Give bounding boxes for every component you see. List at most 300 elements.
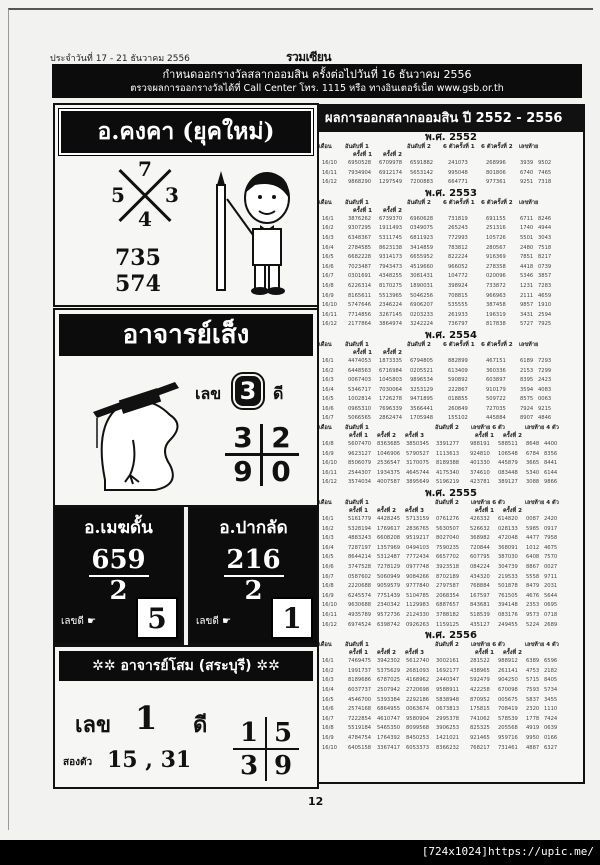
table-cell: 16/11 [322,311,337,318]
table-cell: 16/11 [322,469,337,476]
table-cell: 509722 [486,396,506,403]
table-cell: 2124330 [406,611,430,618]
table-cell: 16/9 [322,450,334,457]
column-subheader: ครั้งที่ 3 [405,508,425,515]
table-cell: 020096 [486,273,506,280]
table-cell: 6912174 [379,169,403,176]
table-cell: 3367417 [377,744,401,751]
table-cell: 3857 [538,273,552,280]
year-heading: พ.ศ. 2553 [425,187,477,199]
grid-cell: 3 [233,421,253,454]
table-cell: 6711 [520,215,534,222]
column-header: เลขท้าย 6 ตัว [471,500,505,507]
table-cell: 0166 [544,734,558,741]
table-cell: 670098 [498,686,518,693]
table-cell: 5838948 [436,696,460,703]
table-cell: 691155 [486,215,506,222]
column-header: 6 ตัวครั้งที่ 2 [481,144,513,150]
table-cell: 7318 [538,179,552,186]
table-cell: 0087 [526,516,540,523]
table-cell: 995048 [448,169,468,176]
table-cell: 8363685 [377,441,401,448]
table-cell: 603897 [486,377,506,384]
paklad-box [188,506,319,645]
table-cell: 3747528 [348,564,372,570]
table-row [319,478,583,488]
memdan-box [53,506,184,645]
table-cell: 083176 [498,611,518,618]
table-row [319,440,583,450]
table-cell: 6608208 [377,535,401,542]
table-cell: 6887657 [436,602,460,609]
table-cell: 028133 [498,525,518,532]
table-row [319,301,583,311]
table-cell: 3566441 [410,405,434,412]
table-cell: 2507942 [377,686,401,693]
watermark: [724x1024]https://upic.me/ [421,845,594,858]
table-cell: 731461 [498,744,518,751]
table-cell: 4428245 [377,516,401,523]
sen-title: อาจารย์เส็ง [59,314,313,356]
memdan-top-number: 659 [91,545,146,575]
table-cell: 2068354 [436,592,460,599]
table-cell: 6716984 [379,367,403,374]
table-cell: 4676 [526,592,540,599]
table-cell: 8479 [526,583,540,590]
table-cell: 6740 [520,169,534,176]
table-cell: 16/7 [322,273,334,280]
table-cell: 8867 [526,564,540,570]
table-cell: 5328194 [348,525,372,532]
table-cell: 084224 [470,564,490,570]
column-subheader: ครั้งที่ 2 [383,152,403,158]
table-cell: 445884 [486,415,506,422]
column-headers [319,499,583,507]
table-cell: 9251 [520,179,534,186]
table-cell: 16/8 [322,282,334,289]
column-header: เลขท้าย 6 ตัว [471,425,505,432]
table-row [319,515,583,525]
table-cell: 2292186 [406,696,430,703]
sen-lucky-digit: 3 [235,376,261,406]
table-cell: 7696339 [379,405,403,412]
table-cell: 265243 [448,225,468,232]
memdan-lucky-digit: 5 [138,599,176,637]
table-cell: 435127 [470,621,490,628]
table-cell: 708815 [448,292,468,299]
table-cell: 0977748 [406,564,430,570]
table-cell: 5837 [526,696,540,703]
table-cell: 3923518 [436,564,460,570]
table-cell: 16/5 [322,554,334,561]
table-row [319,244,583,254]
column-subheader: ครั้งที่ 1 [349,508,369,515]
table-cell: 988912 [498,658,518,665]
column-header: อันดับที่ 2 [435,642,459,649]
table-cell: 2536547 [377,460,401,467]
table-cell: 16/7 [322,415,334,422]
table-cell: 2111 [520,292,534,299]
table-cell: 16/2 [322,667,334,674]
table-cell: 16/4 [322,244,334,251]
column-subheaders [319,649,583,657]
table-cell: 4400 [544,441,558,448]
table-cell: 8907 [520,415,534,422]
table-cell: 6682228 [348,254,372,261]
table-row [319,525,583,535]
table-cell: 261933 [448,311,468,318]
table-cell: 422258 [470,686,490,693]
table-cell: 924810 [470,450,490,457]
table-cell: 727035 [486,405,506,412]
table-cell: 16/6 [322,706,334,713]
table-cell: 977361 [486,179,506,186]
table-cell: 2797587 [436,583,460,590]
table-cell: 966052 [448,263,468,270]
table-cell: 5066565 [348,415,372,422]
column-subheader: ครั้งที่ 1 [353,349,373,356]
table-cell: 5375629 [377,667,401,674]
table-cell: 1705948 [410,415,434,422]
table-cell: 3574034 [348,479,372,486]
table-cell: 9215 [538,405,552,412]
table-cell: 1764392 [377,734,401,741]
table-cell: 16/9 [322,734,334,741]
table-cell: 1297549 [379,179,403,186]
table-cell: 1231 [520,282,534,289]
table-cell: 0718 [544,611,558,618]
table-cell: 2353 [526,602,540,609]
table-cell: 8217 [538,254,552,261]
table-cell: 6245574 [348,592,372,599]
table-cell: 9573 [526,611,540,618]
column-header: เลขท้าย 4 ตัว [525,425,559,432]
table-cell: 3088 [526,479,540,486]
table-cell: 7293 [538,357,552,364]
table-cell: 4944 [538,225,552,232]
table-cell: 5607470 [348,441,372,448]
table-cell: 761505 [498,592,518,599]
table-cell: 5734 [544,686,558,693]
table-row [319,386,583,396]
table-cell: 16/6 [322,405,334,412]
table-cell: 6405158 [348,744,372,751]
memdan-title: อ.เมฆดั้น [84,518,153,538]
table-cell: 2220688 [348,583,372,590]
pointing-hand-icon: ☛ [222,616,232,627]
table-cell: 2420 [544,516,558,523]
table-cell: 16/12 [322,479,337,486]
table-cell: 4610747 [377,715,401,722]
column-subheader: ครั้งที่ 1 [349,650,369,657]
column-subheaders [319,432,583,440]
table-cell: 260849 [448,405,468,412]
table-cell: 360336 [486,367,506,374]
table-cell: 368982 [470,535,490,542]
column-header: เดือน [319,144,332,150]
table-cell: 7469475 [348,658,372,665]
table-cell: 2574168 [348,706,372,713]
table-row [319,469,583,479]
table-cell: 5612740 [406,658,430,665]
column-subheader: ครั้งที่ 2 [383,207,403,214]
table-cell: 1421021 [436,734,460,741]
table-cell: 7934904 [348,169,372,176]
table-cell: 988191 [470,441,490,448]
table-cell: 3391277 [436,441,460,448]
table-cell: 578539 [498,715,518,722]
spacer [319,349,353,357]
table-cell: 9314173 [379,254,403,261]
table-cell: 5060949 [377,573,401,580]
table-cell: 783812 [448,244,468,251]
table-row [319,292,583,302]
column-subheader: ครั้งที่ 3 [405,433,425,440]
table-row [319,253,583,263]
table-cell: 2177864 [348,321,372,328]
table-cell: 6974524 [348,621,372,628]
column-subheader: ครั้งที่ 2 [503,650,523,657]
table-row [319,272,583,282]
table-cell: 882899 [448,357,468,364]
table-cell: 3594 [520,386,534,393]
table-cell: 2182 [544,667,558,674]
column-header: เดือน [319,642,332,649]
table-cell: 423781 [470,479,490,486]
table-cell: 6327 [544,744,558,751]
table-cell: 083448 [498,469,518,476]
table-cell: 2689 [544,621,558,628]
column-subheaders [319,207,583,215]
table-cell: 16/6 [322,263,334,270]
grid-cell: 9 [233,455,253,488]
table-cell: 6596 [544,658,558,665]
spacer [319,507,349,515]
table-cell: 8170275 [379,282,403,289]
column-header: อันดับที่ 2 [435,500,459,507]
table-row [319,534,583,544]
table-cell: 4887 [526,744,540,751]
table-cell: 9711 [544,573,558,580]
table-cell: 6144 [544,469,558,476]
column-subheaders [319,151,583,159]
table-cell: 16/10 [322,602,337,609]
table-cell: 16/12 [322,621,337,628]
grid-cell: 2 [271,421,291,454]
table-cell: 9580904 [406,715,430,722]
spacer [319,151,353,159]
table-row [319,667,583,677]
column-header: อันดับที่ 2 [407,199,431,206]
table-cell: 16/5 [322,254,334,261]
table-cell: 3939 [520,160,534,166]
column-subheader: ครั้งที่ 2 [503,433,523,440]
table-cell: 16/1 [322,516,334,523]
table-cell: 2681093 [406,667,430,674]
table-cell: 2836765 [406,525,430,532]
table-row [319,696,583,706]
table-cell: 1890031 [410,282,434,289]
table-cell: 801806 [486,169,506,176]
table-cell: 175815 [470,706,490,713]
table-row [319,573,583,583]
table-row [319,563,583,573]
column-headers [319,641,583,649]
table-cell: 16/1 [322,215,334,222]
table-cell: 6960628 [410,215,434,222]
table-cell: 219533 [498,573,518,580]
table-cell: 16/3 [322,677,334,684]
table-cell: 5312487 [377,554,401,561]
column-subheader: ครั้งที่ 1 [475,508,495,515]
table-cell: 241073 [448,160,468,166]
table-cell: 1740 [520,225,534,232]
column-header: เลขท้าย 6 ตัว [471,642,505,649]
table-cell: 843681 [470,602,490,609]
column-subheader: ครั้งที่ 2 [377,650,397,657]
sen-lucky-suffix: ดี [273,384,284,403]
table-row [319,592,583,602]
table-cell: 3043 [538,234,552,241]
column-header: เลขท้าย 4 ตัว [525,500,559,507]
table-cell: 916369 [486,254,506,261]
table-cell: 1357969 [377,544,401,551]
table-cell: 9502 [538,160,552,166]
table-cell: 374610 [470,469,490,476]
table-cell: 106548 [498,450,518,457]
issue-date: ประจำวันที่ 17 - 21 ธันวาคม 2556 [50,54,190,64]
table-cell: 8405 [544,677,558,684]
cross-left: 5 [111,183,125,207]
table-cell: 2440347 [436,677,460,684]
grid-cell: 9 [273,751,293,781]
table-cell: 518539 [470,611,490,618]
table-cell: 817838 [486,321,506,328]
column-subheader: ครั้งที่ 1 [475,433,495,440]
column-subheaders [319,507,583,515]
table-cell: 2720698 [406,686,430,693]
table-cell: 6389 [526,658,540,665]
table-cell: 9868290 [348,179,372,186]
table-cell: 2594 [538,311,552,318]
table-cell: 2031 [544,583,558,590]
table-cell: 6398742 [377,621,401,628]
table-cell: 16/5 [322,696,334,703]
table-cell: 664771 [448,179,468,186]
cross-diagram [111,157,179,231]
table-cell: 398924 [448,282,468,289]
table-cell: 5161779 [348,516,372,523]
table-cell: 8189388 [436,460,460,467]
table-row [319,320,583,330]
table-cell: 205568 [498,725,518,732]
column-header: เดือน [319,199,332,206]
column-subheader: ครั้งที่ 2 [503,508,523,515]
table-cell: 0027 [544,564,558,570]
column-header: เลขท้าย 4 ตัว [525,642,559,649]
table-cell: 7714856 [348,311,372,318]
table-cell: 4546700 [348,696,372,703]
table-cell: 16/12 [322,179,337,186]
table-cell: 7299 [538,367,552,374]
table-row [319,376,583,386]
table-cell: 8027040 [436,535,460,542]
table-cell: 7570 [544,554,558,561]
table-cell: 6787025 [377,677,401,684]
table-row [319,169,583,179]
table-cell: 588511 [498,441,518,448]
table-cell: 0067403 [348,377,372,384]
table-cell: 389127 [498,479,518,486]
table-cell: 2340342 [377,602,401,609]
table-cell: 5519184 [348,725,372,732]
table-cell: 8441 [544,460,558,467]
table-cell: 9572736 [377,611,401,618]
table-cell: 7283 [538,282,552,289]
table-cell: 2153 [520,367,534,374]
page-number: 12 [308,795,324,808]
column-header: 6 ตัวครั้งที่ 1 [443,341,475,348]
spacer [319,207,353,215]
table-cell: 5513965 [379,292,403,299]
table-cell: 592479 [470,677,490,684]
table-cell: 1911493 [379,225,403,232]
table-row [319,582,583,592]
table-cell: 4007587 [377,479,401,486]
table-cell: 4519660 [410,263,434,270]
table-cell: 8702189 [436,573,460,580]
table-cell: 5346717 [348,386,372,393]
table-cell: 16/2 [322,367,334,374]
table-cell: 5558 [526,573,540,580]
table-cell: 16/9 [322,592,334,599]
table-cell: 249455 [498,621,518,628]
pointing-hand-icon: ☛ [87,616,97,627]
table-row [319,357,583,367]
paklad-lucky-label: เลขดี ☛ [196,616,232,627]
table-cell: 5790527 [406,450,430,457]
table-cell: 4784754 [348,734,372,741]
paklad-title: อ.ปากลัด [219,518,288,538]
table-cell: 7943473 [379,263,403,270]
som-title: ✲✲ อาจารย์โสม (สระบุรี) ✲✲ [59,651,313,681]
table-cell: 304739 [498,564,518,570]
table-cell: 822224 [448,254,468,261]
table-cell: 9471895 [410,396,434,403]
table-cell: 3170075 [406,460,430,467]
table-cell: 4175340 [436,469,460,476]
table-cell: 2544307 [348,469,372,476]
table-cell: 0205521 [410,367,434,374]
column-subheader: ครั้งที่ 2 [383,349,403,356]
table-cell: 8506079 [348,460,372,467]
column-header: อันดับที่ 2 [407,144,431,150]
kongkha-box [53,103,319,307]
table-cell: 3850345 [406,441,430,448]
table-cell: 5340 [526,469,540,476]
table-cell: 0673813 [436,706,460,713]
table-cell: 155102 [448,415,468,422]
table-cell: 5727 [520,321,534,328]
table-cell: 3081431 [410,273,434,280]
table-cell: 2346224 [379,302,403,309]
banner-next-draw: กำหนดออกรางวัลสลากออมสิน ครั้งต่อไปวันที่ 16 ธันวาคม 2556 [162,68,472,81]
table-cell: 16/8 [322,583,334,590]
spacer [319,649,349,657]
table-cell: 4883243 [348,535,372,542]
table-row [319,311,583,321]
table-cell: 1873335 [379,357,403,364]
